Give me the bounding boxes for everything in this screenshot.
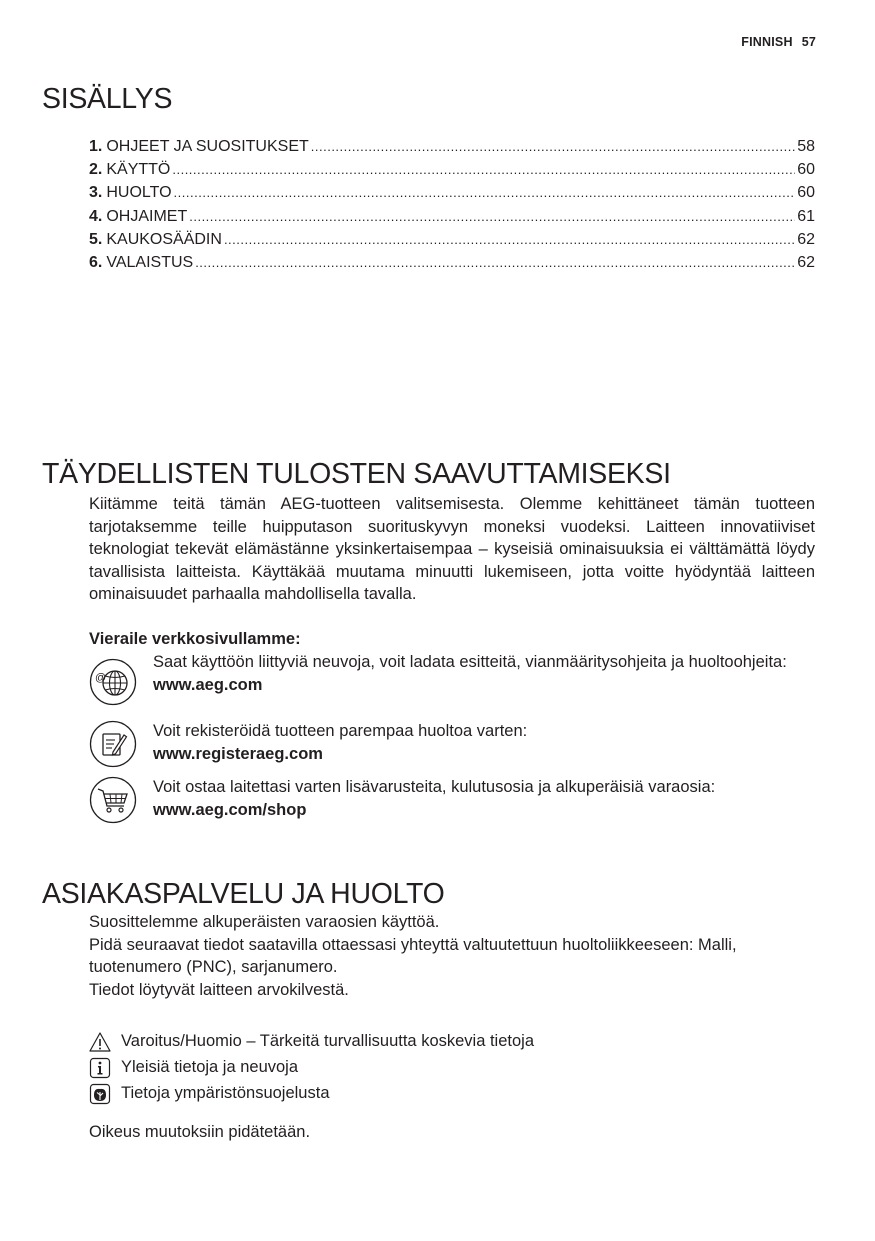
toc-item-number: 5. [89,230,103,248]
toc-item-label: KAUKOSÄÄDIN [106,230,222,248]
toc-item-number: 1. [89,138,103,155]
toc-item-number: 2. [89,161,103,179]
toc-title: SISÄLLYS [42,83,173,115]
toc-item-page: 61 [797,207,815,225]
warning-triangle-icon [89,1031,111,1053]
best-results-title: TÄYDELLISTEN TULOSTEN SAAVUTTAMISEKSI [42,458,671,490]
toc-leader-dots [224,228,795,251]
toc-item-number: 4. [89,207,103,225]
svg-text:@: @ [95,672,107,684]
toc-item-label: OHJEET JA SUOSITUKSET [106,138,309,155]
aeg-website-link[interactable]: www.aeg.com [153,675,263,694]
website-link-description: Saat käyttöön liittyviä neuvoja, voit ladata esitteitä, vianmääritysohjeita ja huoltoohjeita: [153,653,787,671]
rights-reserved-note: Oikeus muutoksiin pidätetään. [89,1123,311,1141]
table-of-contents [89,135,815,274]
toc-leader-dots [189,205,795,228]
toc-item-label: KÄYTTÖ [106,161,171,179]
toc-item[interactable] [89,158,815,181]
page-number: 57 [801,35,816,49]
legend-info-text: Yleisiä tietoja ja neuvoja [121,1057,299,1076]
legend-environment-text: Tietoja ympäristönsuojelusta [121,1083,330,1102]
aeg-shop-link[interactable]: www.aeg.com/shop [153,800,307,819]
intro-paragraph: Kiitämme teitä tämän AEG-tuotteen valitsemisesta. Olemme kehittäneet tämän tuotteen tarjotaksemme teille huipputason suorituskyvyn moneksi vuodeksi. Laitteen innovatiiviset teknologiat tekevät elämästänne yksinkertaisempaa – kyseisiä ominaisuuksia ei välttämättä löydy tavallisista laitteista. Käyttäkää muutama minuutti lukemiseen, jotta voitte hyödyntää laitteen ominaisuudet parhaalla mahdollisella tavalla. [89,495,815,604]
header-language: FINNISH [741,35,793,49]
toc-item[interactable] [89,228,815,251]
toc-item-label: HUOLTO [106,184,172,202]
shopping-cart-icon [89,776,137,824]
toc-item-label: VALAISTUS [106,253,194,271]
shop-link-description: Voit ostaa laitettasi varten lisävarusteita, kulutusosia ja alkuperäisiä varaosia: [153,778,716,796]
register-link-text [153,720,815,765]
toc-item-number: 6. [89,253,103,271]
visit-website-heading: Vieraile verkkosivullamme: [89,630,301,648]
globe-at-icon [89,658,137,706]
toc-item-number: 3. [89,184,103,202]
service-line-2: Pidä seuraavat tiedot saatavilla ottaessasi yhteyttä valtuutettuun huoltoliikkeeseen: Malli, tuotenumero (PNC), sarjanumero. [89,935,737,977]
legend-warning-text: Varoitus/Huomio – Tärkeitä turvallisuutta koskevia tietoja [121,1032,534,1050]
toc-item-label: OHJAIMET [106,207,188,225]
register-link-description: Voit rekisteröidä tuotteen parempaa huoltoa varten: [153,722,528,740]
info-icon [89,1057,111,1079]
service-line-1: Suosittelemme alkuperäisten varaosien käyttöä. [89,913,440,931]
registeraeg-link[interactable]: www.registeraeg.com [153,744,323,763]
register-pen-icon [89,720,137,768]
toc-leader-dots [311,135,795,158]
toc-item-page: 62 [797,253,815,271]
toc-item-page: 58 [797,138,815,155]
toc-item-page: 62 [797,230,815,248]
toc-leader-dots [195,251,795,274]
service-title: ASIAKASPALVELU JA HUOLTO [42,878,445,910]
shop-link-text [153,776,815,821]
toc-item-page: 60 [797,184,815,202]
toc-item[interactable] [89,181,815,204]
toc-leader-dots [174,181,796,204]
page-header [741,35,816,49]
service-line-3: Tiedot löytyvät laitteen arvokilvestä. [89,980,349,999]
toc-item-page: 60 [797,161,815,179]
toc-item[interactable] [89,205,815,228]
service-paragraph [89,911,815,1001]
toc-leader-dots [172,158,795,181]
website-link-text [153,651,815,696]
environment-leaf-icon [89,1083,111,1105]
toc-item[interactable] [89,135,815,158]
toc-item[interactable] [89,251,815,274]
